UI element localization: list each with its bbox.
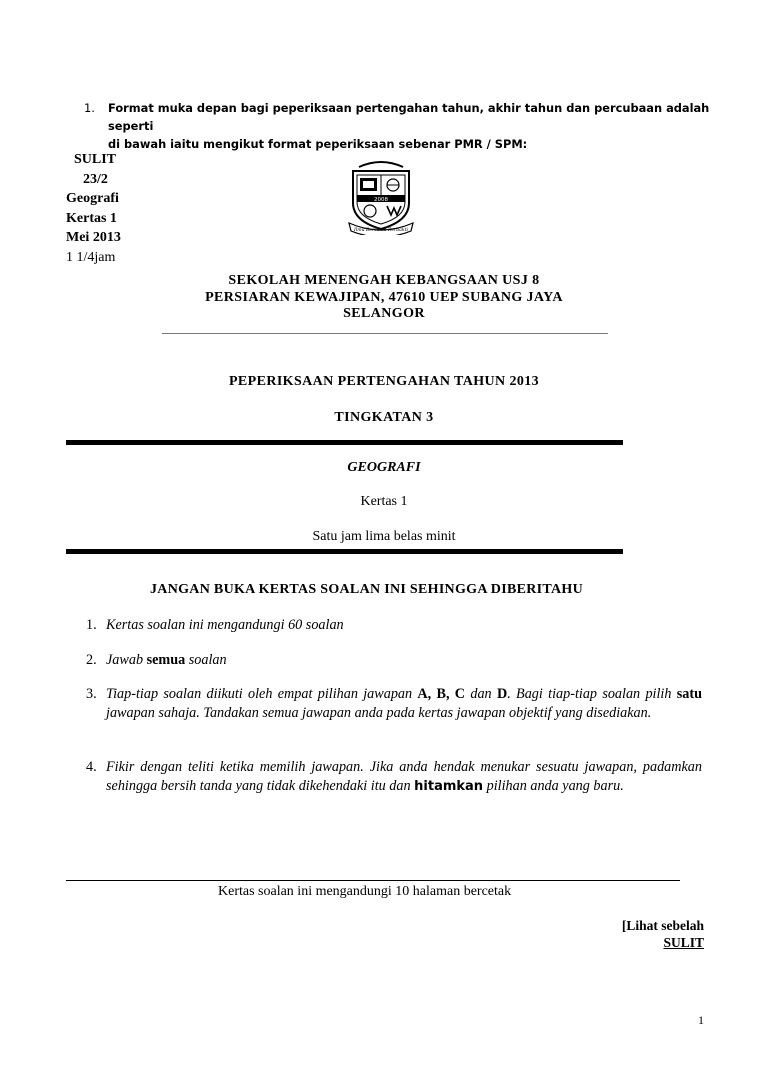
instruction-1 — [86, 616, 702, 635]
bottom-thick-rule — [66, 549, 623, 554]
exam-title: PEPERIKSAAN PERTENGAHAN TAHUN 2013 — [228, 374, 540, 389]
exam-date: Mei 2013 — [66, 230, 121, 245]
do-not-open-warning: JANGAN BUKA KERTAS SOALAN INI SEHINGGA DIBERITAHU — [150, 582, 583, 597]
format-note — [84, 99, 724, 153]
school-address: PERSIARAN KEWAJIPAN, 47610 UEP SUBANG JAYA — [205, 290, 563, 305]
instruction-number: 2. — [86, 652, 97, 668]
emblem-banner-text: 2008 — [374, 197, 388, 203]
page-number: 1 — [698, 1013, 704, 1027]
exam-form: TINGKATAN 3 — [334, 410, 434, 425]
paper-code: 23/2 — [83, 171, 108, 187]
instruction-4: 4. Fikir dengan teliti ketika memilih jawapan. Jika anda hendak menukar sesuatu jawapan, padamkan sehingga bersih tanda yang tidak dikehendaki itu dan hitamkan pilihan anda yang baru. — [86, 759, 702, 794]
note-line-2: di bawah iaitu mengikut format peperiksaan sebenar PMR / SPM: — [108, 137, 528, 151]
top-thick-rule — [66, 440, 623, 445]
footer-sulit: SULIT — [663, 935, 704, 950]
emblem-motto: Ilmu Bersama Berbakti — [353, 228, 409, 233]
school-state: SELANGOR — [343, 306, 425, 321]
sulit-label: SULIT — [74, 152, 117, 167]
exam-duration-text: Satu jam lima belas minit — [312, 529, 456, 544]
instruction-3: 3. Tiap-tiap soalan diikuti oleh empat pilihan jawapan A, B, C dan D. Bagi tiap-tiap soalan pilih satu jawapan sahaja. Tandakan semua jawapan anda pada kertas jawapan objektif yang disediakan. — [86, 686, 703, 721]
note-line-1: Format muka depan bagi peperiksaan pertengahan tahun, akhir tahun dan percubaan adalah seperti — [108, 101, 710, 133]
header-divider — [162, 333, 608, 334]
note-number: 1. — [84, 101, 95, 115]
see-next-label: [Lihat sebelah — [621, 918, 704, 933]
school-name: SEKOLAH MENENGAH KEBANGSAAN USJ 8 — [228, 273, 540, 288]
subject-label: Geografi — [66, 191, 119, 206]
instruction-number: 4. — [86, 759, 97, 775]
instruction-2: 2. Jawab semua soalan — [86, 652, 227, 668]
instruction-text: Kertas soalan ini mengandungi 60 soalan — [106, 617, 344, 633]
exam-duration: 1 1/4jam — [66, 249, 116, 265]
footer-divider — [66, 880, 680, 881]
school-emblem — [345, 155, 417, 235]
instruction-number: 1. — [86, 617, 97, 633]
instruction-number: 3. — [86, 686, 97, 702]
paper-label: Kertas 1 — [66, 210, 117, 226]
page-count-note: Kertas soalan ini mengandungi 10 halaman bercetak — [218, 884, 512, 899]
exam-subject: GEOGRAFI — [347, 460, 421, 475]
paper-info-block — [66, 150, 121, 267]
exam-paper: Kertas 1 — [360, 494, 408, 509]
